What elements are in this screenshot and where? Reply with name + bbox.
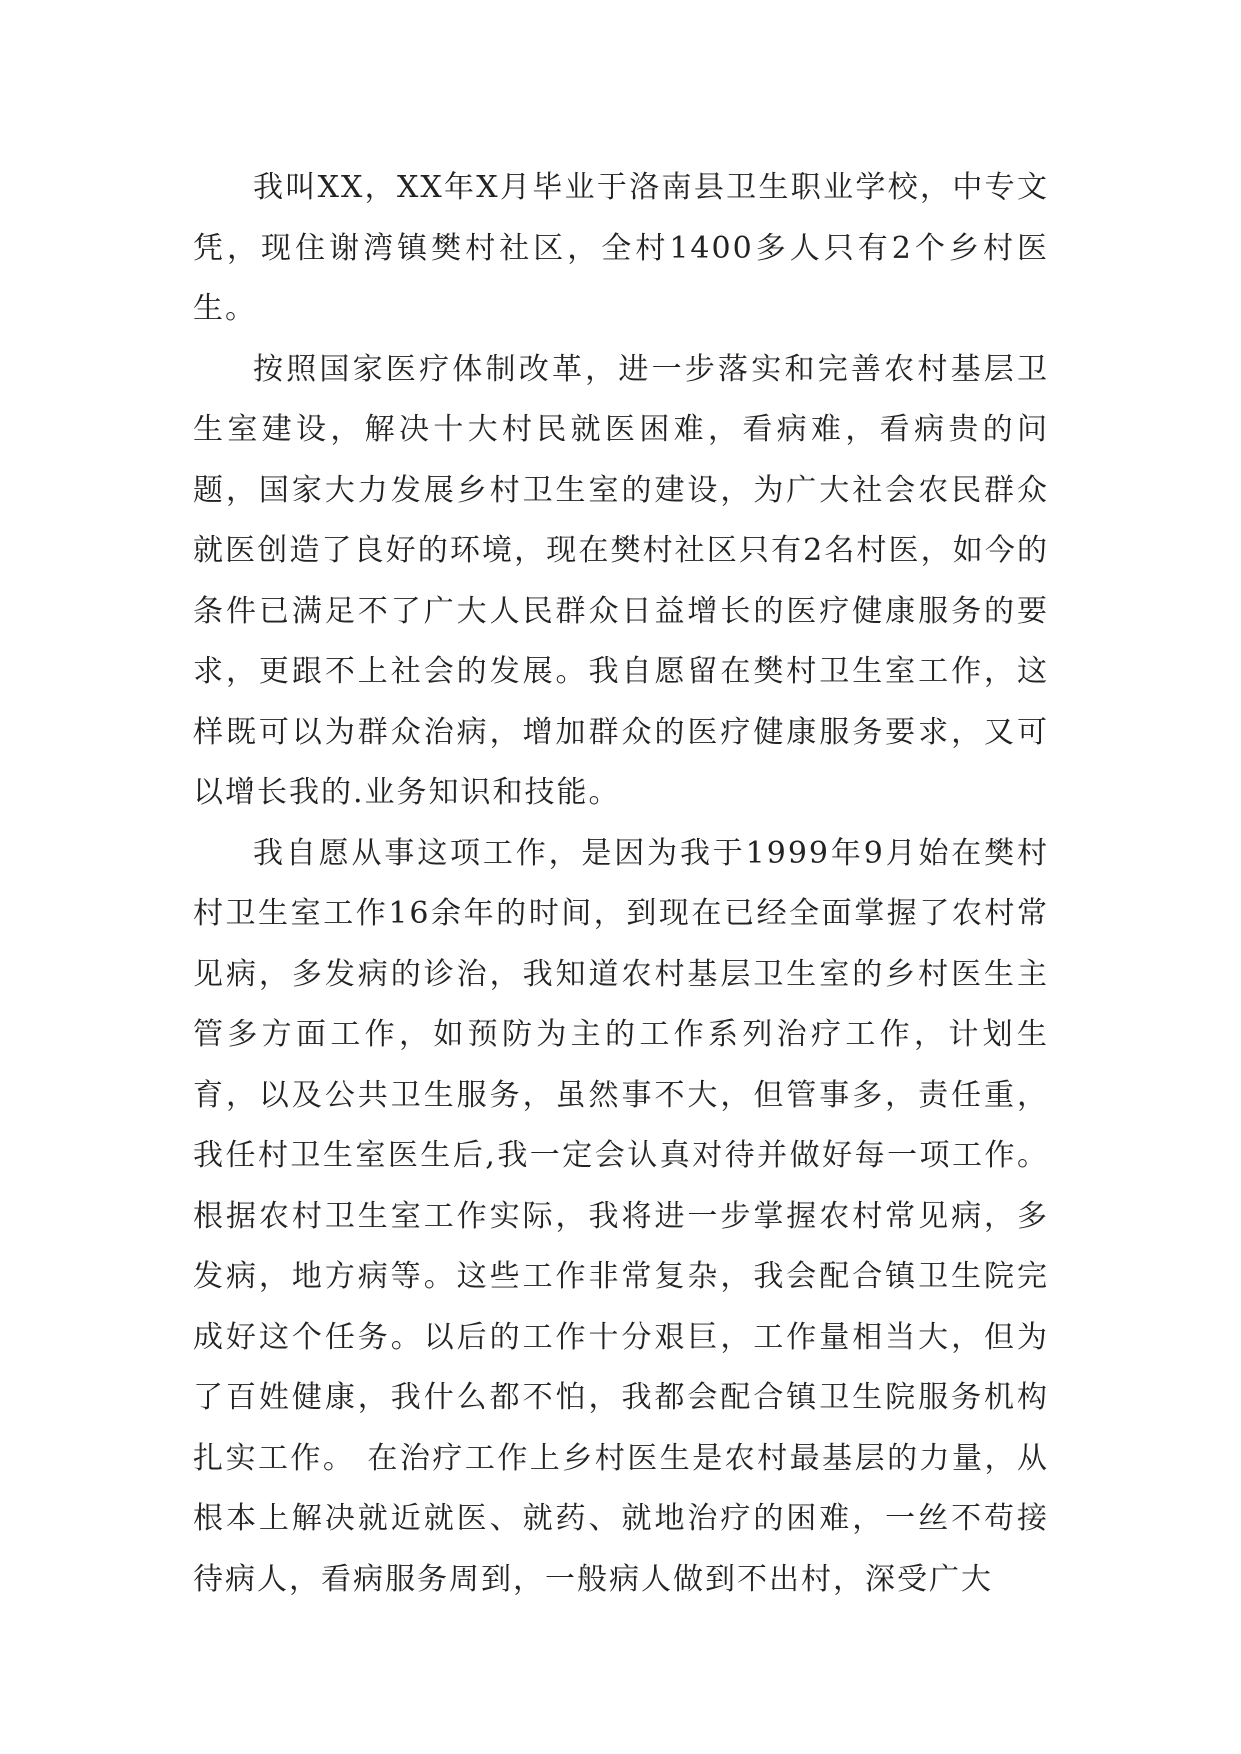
paragraph-3: 我自愿从事这项工作，是因为我于1999年9月始在樊村村卫生室工作16余年的时间，到现在已经全面掌握了农村常见病，多发病的诊治，我知道农村基层卫生室的乡村医生主管多方面工作，如预防为主的工作系列治疗工作，计划生育，以及公共卫生服务，虽然事不大，但管事多，责任重，我任村卫生室医生后,我一定会认真对待并做好每一项工作。根据农村卫生室工作实际，我将进一步掌握农村常见病，多发病，地方病等。这些工作非常复杂，我会配合镇卫生院完成好这个任务。以后的工作十分艰巨，工作量相当大，但为了百姓健康，我什么都不怕，我都会配合镇卫生院服务机构扎实工作。 在治疗工作上乡村医生是农村最基层的力量，从根本上解决就近就医、就药、就地治疗的困难，一丝不苟接待病人，看病服务周到，一般病人做到不出村，深受广大 xyxy=(193,835,1049,1597)
paragraph-2: 按照国家医疗体制改革，进一步落实和完善农村基层卫生室建设，解决十大村民就医困难，看病难，看病贵的问题，国家大力发展乡村卫生室的建设，为广大社会农民群众就医创造了良好的环境，现在樊村社区只有2名村医，如今的条件已满足不了广大人民群众日益增长的医疗健康服务的要求，更跟不上社会的发展。我自愿留在樊村卫生室工作，这样既可以为群众治病，增加群众的医疗健康服务要求，又可以增长我的.业务知识和技能。 xyxy=(193,351,1049,810)
paragraph-1: 我叫XX，XX年X月毕业于洛南县卫生职业学校，中专文凭，现住谢湾镇樊村社区，全村1400多人只有2个乡村医生。 xyxy=(193,170,1049,326)
document-body xyxy=(193,158,1049,1610)
